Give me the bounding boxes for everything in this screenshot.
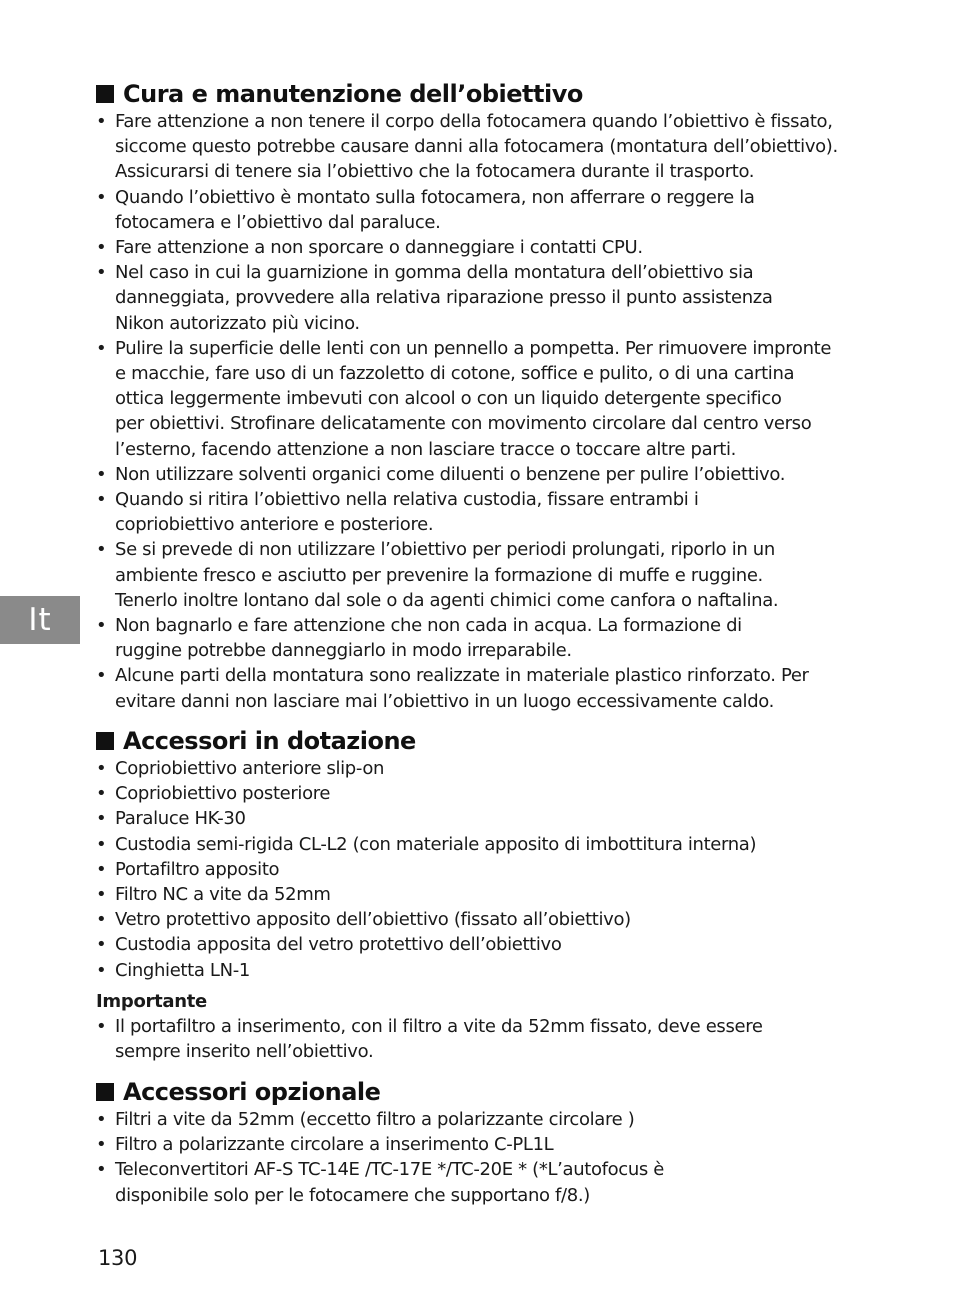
list-item: • Alcune parti della montatura sono realizzate in materiale plastico rinforzato. Per evitare danni non lasciare mai l’obiettivo in un luogo eccessivamente caldo. — [96, 665, 809, 712]
bullet-icon: • — [96, 758, 107, 779]
bullet-icon: • — [96, 237, 107, 259]
important-note-list — [96, 1014, 886, 1064]
care-heading — [96, 79, 886, 109]
supplied-list — [96, 756, 886, 983]
supplied-heading — [96, 726, 886, 756]
bullet-icon: • — [96, 858, 107, 880]
optional-heading-text: Accessori opzionale — [123, 1078, 381, 1106]
bullet-icon: • — [96, 1015, 107, 1037]
care-section — [96, 79, 886, 714]
bullet-icon: • — [96, 959, 107, 981]
bullet-icon: • — [96, 783, 107, 805]
bullet-icon: • — [96, 186, 107, 208]
bullet-icon: • — [96, 111, 107, 132]
bullet-icon: • — [96, 1134, 107, 1156]
square-bullet-icon — [96, 85, 114, 103]
bullet-icon: • — [96, 539, 107, 561]
square-bullet-icon — [96, 1083, 114, 1101]
bullet-icon: • — [96, 1109, 107, 1130]
list-item: • Portafiltro apposito — [96, 857, 886, 882]
bullet-icon: • — [96, 337, 107, 359]
list-item: • Nel caso in cui la guarnizione in gomma della montatura dell’obiettivo sia danneggiata, provvedere alla relativa riparazione presso il punto assistenza Nikon autorizzato più vicino. — [96, 262, 773, 334]
list-item: • Fare attenzione a non tenere il corpo della fotocamera quando l’obiettivo è fissato, siccome questo potrebbe causare danni alla fotocamera (montatura dell’obiettivo). Assicurarsi di tenere sia l’obiettivo che la fotocamera durante il trasporto. — [96, 111, 838, 183]
list-item: • Se si prevede di non utilizzare l’obiettivo per periodi prolungati, riporlo in un ambiente fresco e asciutto per prevenire la formazione di muffe e ruggine. Tenerlo inoltre lontano dal sole o da agenti chimici come canfora o naftalina. — [96, 539, 779, 611]
list-item: • Quando l’obiettivo è montato sulla fotocamera, non afferrare o reggere la fotocamera e l’obiettivo dal paraluce. — [96, 186, 755, 233]
optional-heading — [96, 1077, 886, 1107]
bullet-icon: • — [96, 665, 107, 687]
bullet-icon: • — [96, 808, 107, 830]
list-item: • Cinghietta LN-1 — [96, 958, 886, 983]
list-item: • Filtri a vite da 52mm (eccetto filtro a polarizzante circolare ) — [96, 1107, 886, 1132]
care-list — [96, 109, 886, 714]
bullet-icon: • — [96, 615, 107, 637]
list-item: • Filtro a polarizzante circolare a inserimento C-PL1L — [96, 1132, 886, 1157]
list-item: • Copriobiettivo posteriore — [96, 781, 886, 806]
list-item: • Custodia semi-rigida CL-L2 (con materiale apposito di imbottitura interna) — [96, 832, 886, 857]
list-item: • Vetro protettivo apposito dell’obiettivo (fissato all’obiettivo) — [96, 907, 886, 932]
list-item: • Non utilizzare solventi organici come diluenti o benzene per pulire l’obiettivo. — [96, 462, 886, 487]
bullet-icon: • — [96, 884, 107, 906]
optional-list — [96, 1107, 886, 1208]
list-item: • Custodia apposita del vetro protettivo dell’obiettivo — [96, 932, 886, 957]
supplied-heading-text: Accessori in dotazione — [123, 727, 416, 755]
language-tab: It — [0, 596, 80, 644]
important-note-title: Importante — [96, 990, 207, 1012]
list-item: • Filtro NC a vite da 52mm — [96, 882, 886, 907]
supplied-section — [96, 726, 886, 1064]
bullet-icon: • — [96, 833, 107, 855]
list-item: • Quando si ritira l’obiettivo nella relativa custodia, fissare entrambi i copriobiettivo anteriore e posteriore. — [96, 489, 699, 536]
list-item: • Pulire la superficie delle lenti con un pennello a pompetta. Per rimuovere impronte e macchie, fare uso di un fazzoletto di cotone, soffice e pulito, o di una cartina ottica leggermente imbevuti con alcool o con un liquido detergente specifico per obiettivi. Strofinare delicatamente con movimento circolare dal centro verso l’esterno, facendo attenzione a non lasciare tracce o toccare altre parti. — [96, 337, 832, 460]
list-item: • Il portafiltro a inserimento, con il filtro a vite da 52mm fissato, deve essere sempre inserito nell’obiettivo. — [96, 1015, 763, 1063]
list-item: • Paraluce HK-30 — [96, 806, 886, 831]
bullet-icon: • — [96, 463, 107, 485]
list-item: • Fare attenzione a non sporcare o danneggiare i contatti CPU. — [96, 235, 886, 260]
list-item: • Teleconvertitori AF-S TC-14E /TC-17E */TC-20E * (*L’autofocus è disponibile solo per le fotocamere che supportano f/8.) — [96, 1159, 665, 1206]
optional-section — [96, 1077, 886, 1208]
bullet-icon: • — [96, 1159, 107, 1181]
bullet-icon: • — [96, 262, 107, 284]
bullet-icon: • — [96, 934, 107, 956]
square-bullet-icon — [96, 732, 114, 750]
list-item: • Copriobiettivo anteriore slip-on — [96, 756, 886, 781]
page-number: 130 — [98, 1246, 138, 1270]
list-item: • Non bagnarlo e fare attenzione che non cada in acqua. La formazione di ruggine potrebbe danneggiarlo in modo irreparabile. — [96, 615, 742, 662]
bullet-icon: • — [96, 489, 107, 511]
care-heading-text: Cura e manutenzione dell’obiettivo — [123, 80, 583, 108]
bullet-icon: • — [96, 909, 107, 931]
